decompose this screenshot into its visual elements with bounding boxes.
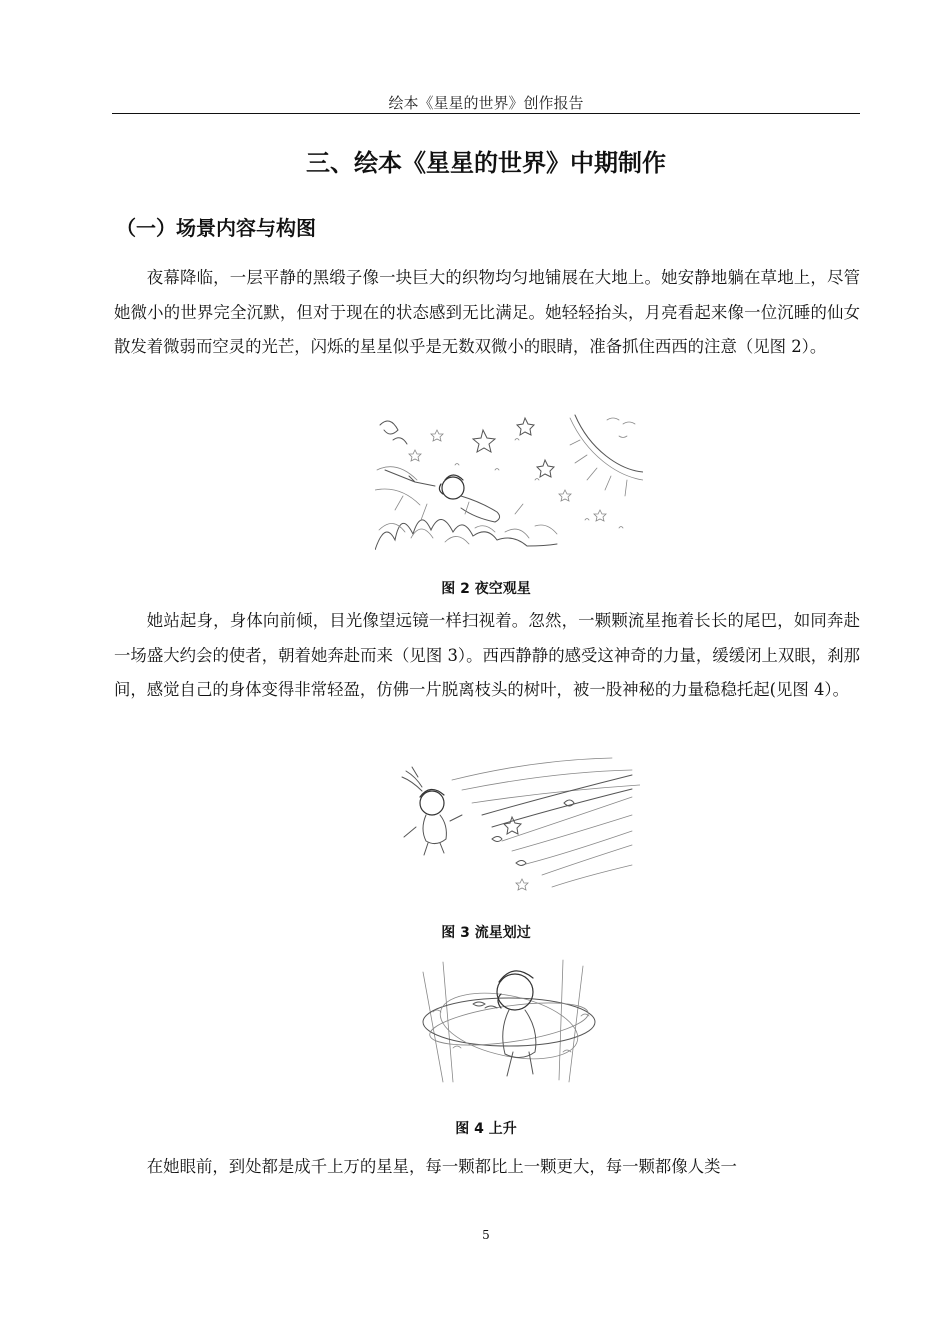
paragraph-2: 她站起身，身体向前倾，目光像望远镜一样扫视着。忽然，一颗颗流星拖着长长的尾巴，如同奔赴一场盛大约会的使者，朝着她奔赴而来（见图 3）。西西静静的感受这神奇的力量，缓缓闭上双眼，刹那间，感觉自己的身体变得非常轻盈，仿佛一片脱离枝头的树叶，被一股神秘的力量稳稳托起(见图 4）。: [114, 611, 860, 699]
figure-3-sketch: [392, 755, 640, 895]
figure-3-meteors: [392, 755, 640, 895]
paragraph-3: 在她眼前，到处都是成千上万的星星，每一颗都比上一颗更大，每一颗都像人类一: [146, 1157, 737, 1176]
header-rule: [112, 113, 860, 114]
figure-2-caption: 图 2 夜空观星: [441, 581, 531, 597]
figure-3-caption: 图 3 流星划过: [441, 925, 531, 941]
figure-4-rising: [413, 952, 605, 1088]
figure-2-night-sky: [375, 410, 643, 550]
paragraph-1: 夜幕降临，一层平静的黑缎子像一块巨大的织物均匀地铺展在大地上。她安静地躺在草地上，尽管她微小的世界完全沉默，但对于现在的状态感到无比满足。她轻轻抬头，月亮看起来像一位沉睡的仙女散发着微弱而空灵的光芒，闪烁的星星似乎是无数双微小的眼睛，准备抓住西西的注意（见图 2）。: [114, 268, 860, 356]
running-header: 绘本《星星的世界》创作报告: [388, 94, 584, 112]
page-number: 5: [482, 1228, 490, 1242]
figure-4-sketch: [413, 952, 605, 1088]
chapter-title: 三、绘本《星星的世界》中期制作: [306, 149, 666, 177]
figure-4-caption: 图 4 上升: [455, 1121, 517, 1137]
section-title: （一）场景内容与构图: [116, 216, 316, 240]
figure-2-sketch: [375, 410, 643, 550]
